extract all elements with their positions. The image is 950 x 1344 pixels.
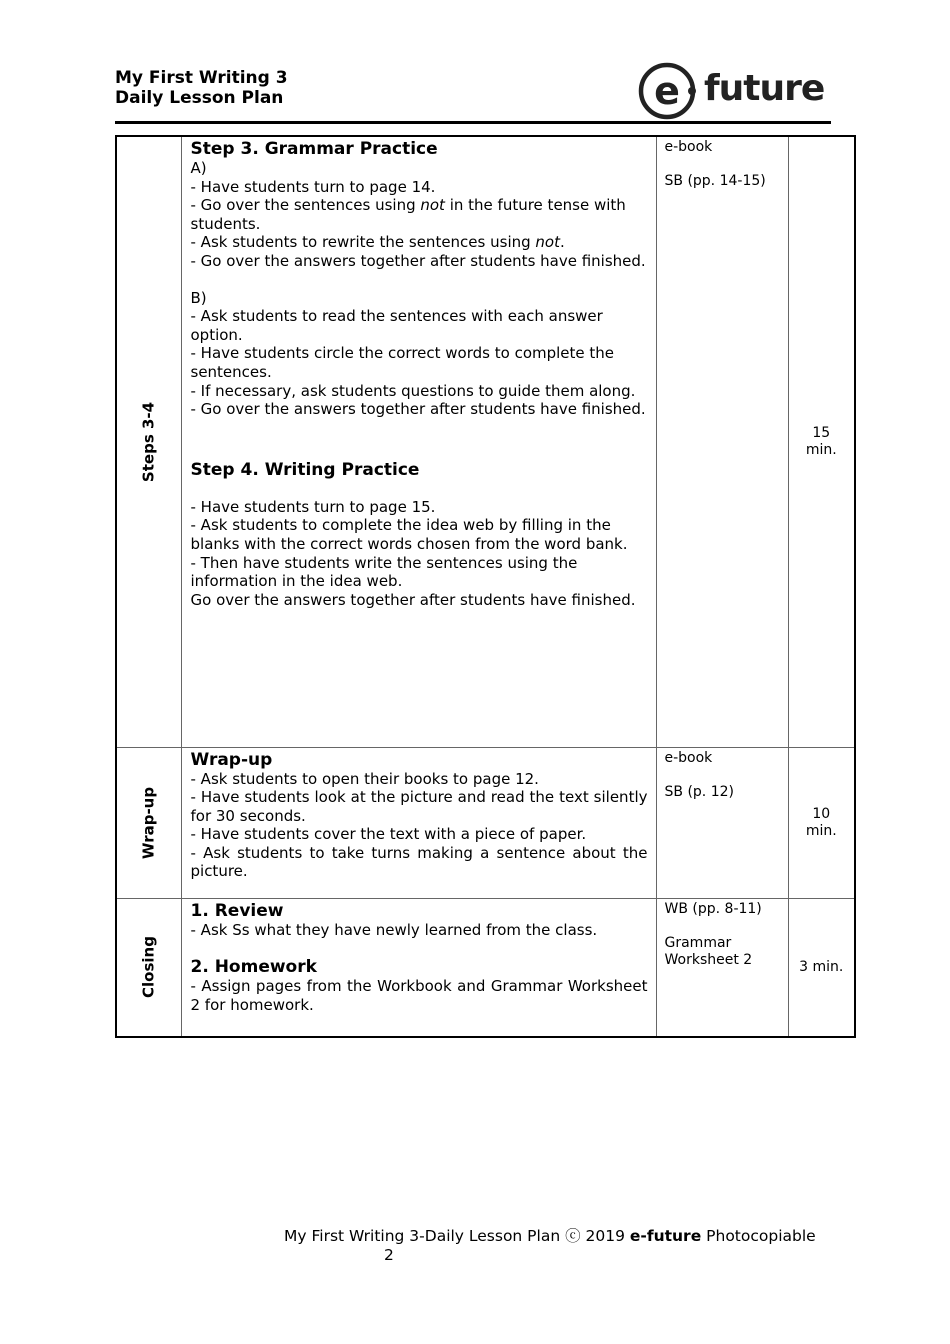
table-row xyxy=(116,747,855,898)
material-item: e-book xyxy=(664,139,713,155)
list-item: Go over the answers together after students have finished. xyxy=(190,590,636,609)
material-item: SB (p. 12) xyxy=(664,783,734,800)
list-item: - Go over the answers together after students have finished. xyxy=(190,251,646,270)
document-header xyxy=(115,68,288,108)
footer-brand: e-future xyxy=(629,1227,702,1245)
emphasis: not xyxy=(420,196,445,215)
list-item: - If necessary, ask students questions to guide them along. xyxy=(190,381,636,400)
lesson-plan-table xyxy=(115,135,856,1038)
stage-label: Wrap-up xyxy=(139,786,158,859)
list-item: - Ask students to read the sentences with each answer option. xyxy=(190,307,603,344)
homework-heading: 2. Homework xyxy=(190,957,317,978)
time-value: 3 min. xyxy=(799,958,844,975)
header-title-line1: My First Writing 3 xyxy=(115,68,288,88)
list-item: - Have students cover the text with a piece of paper. xyxy=(190,825,587,844)
stage-label: Steps 3-4 xyxy=(139,401,158,482)
time-cell xyxy=(788,747,855,898)
list-item: - Assign pages from the Workbook and Grammar Worksheet 2 for homework. xyxy=(190,977,648,1014)
material-item: e-book xyxy=(664,749,713,766)
list-item: - Have students turn to page 14. xyxy=(190,177,436,196)
time-value: 10 min. xyxy=(805,805,837,839)
header-title-line2: Daily Lesson Plan xyxy=(115,88,284,108)
page-number: 2 xyxy=(384,1246,394,1264)
procedure-cell xyxy=(181,898,656,1037)
list-item: - Then have students write the sentences using the information in the idea web. xyxy=(190,553,578,591)
table-row xyxy=(116,136,855,747)
list-item: - Ask Ss what they have newly learned from the class. xyxy=(190,920,598,939)
materials-cell xyxy=(656,136,788,747)
list-item xyxy=(191,196,648,233)
review-heading: 1. Review xyxy=(190,900,284,921)
materials-cell xyxy=(656,898,788,1037)
table-row xyxy=(116,898,855,1037)
stage-cell xyxy=(116,136,181,747)
time-cell xyxy=(788,136,855,747)
list-item: - Have students circle the correct words to complete the sentences. xyxy=(190,344,615,381)
materials-cell xyxy=(656,747,788,898)
footer-text-end: Photocopiable xyxy=(701,1227,816,1245)
efuture-logo-icon xyxy=(638,60,700,122)
list-item: - Ask students to complete the idea web by filling in the blanks with the correct words chosen from the word bank. xyxy=(190,516,628,553)
time-cell xyxy=(788,898,855,1037)
procedure-cell xyxy=(181,136,656,747)
procedure-cell xyxy=(181,747,656,898)
material-item: WB (pp. 8-11) xyxy=(664,900,762,917)
stage-cell xyxy=(116,898,181,1037)
list-item: - Have students look at the picture and read the text silently for 30 seconds. xyxy=(190,788,648,825)
text-part: . xyxy=(559,233,565,252)
time-value: 15 min. xyxy=(805,424,837,458)
list-item: - Have students turn to page 15. xyxy=(190,497,436,516)
page-footer xyxy=(284,1227,816,1246)
stage-cell xyxy=(116,747,181,898)
list-item: - Go over the answers together after students have finished. xyxy=(190,400,646,419)
header-divider xyxy=(115,121,831,124)
text-part: in the future tense with students. xyxy=(190,196,626,233)
material-item: SB (pp. 14-15) xyxy=(664,173,766,189)
text-part: - Go over the sentences using xyxy=(190,196,421,215)
wrapup-heading: Wrap-up xyxy=(190,749,273,770)
part-a-label: A) xyxy=(190,159,207,177)
logo-letter: e xyxy=(654,69,680,113)
part-b-label: B) xyxy=(190,288,207,307)
stage-label: Closing xyxy=(139,936,158,999)
list-item: - Ask students to take turns making a sentence about the picture. xyxy=(190,843,648,881)
material-item: Grammar Worksheet 2 xyxy=(664,934,753,968)
list-item: - Ask students to open their books to page 12. xyxy=(190,769,539,788)
step4-heading: Step 4. Writing Practice xyxy=(190,459,420,480)
efuture-logo xyxy=(638,60,823,120)
footer-text: My First Writing 3-Daily Lesson Plan ⓒ 2019 xyxy=(284,1227,630,1245)
emphasis: not xyxy=(535,233,560,252)
text-part: - Ask students to rewrite the sentences using xyxy=(190,233,536,252)
logo-text: future xyxy=(704,68,825,109)
list-item xyxy=(191,233,648,252)
step3-heading: Step 3. Grammar Practice xyxy=(190,139,438,159)
